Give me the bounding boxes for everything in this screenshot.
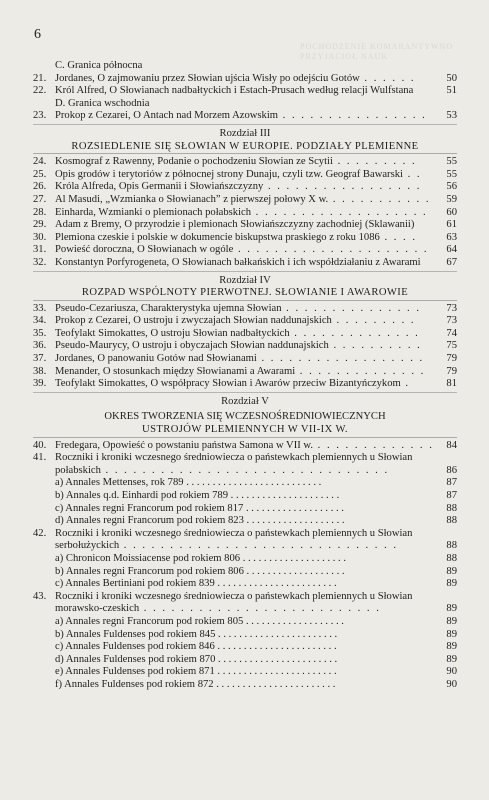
toc-subentry [33,515,457,528]
leader-dots: . . . . . . . . . . . . . . . . . . . [243,565,345,577]
subentry-text: f) Annales Fuldenses pod rokiem 872 [55,678,214,690]
leader-dots: . . . . . . . . . . . . . . . . . . . . . . . [214,578,337,590]
bleed-through-text: POCHODZENIE KOMARANTYWNO PRZYJACIOŁ NAUK [300,42,454,61]
toc-subentry [33,566,457,579]
toc-entry [33,244,457,257]
entry-title: Fredegara, Opowieść o powstaniu państwa Samona w VII w. [55,439,314,451]
entry-page: 79 [446,353,457,365]
subentry-text: b) Annales Fuldenses pod rokiem 845 [55,628,216,640]
entry-body [55,340,437,353]
subentry-page: 88 [446,515,457,527]
entry-title: Król Alfred, O Słowianach nadbałtyckich i Estach-Prusach według relacji Wulfstana [55,85,414,97]
entry-page: 88 [446,540,457,552]
toc-entry [33,110,457,123]
subentry-title [55,578,437,591]
subentry-text: c) Annales Bertiniani pod rokiem 839 [55,578,215,590]
entry-number: 26. [33,181,47,193]
entry-number: 30. [33,231,47,243]
subentry-title [55,654,437,667]
subentry-page: 87 [446,490,457,501]
subentry-title [55,629,437,642]
entry-page: 53 [446,110,457,122]
toc-subentry [33,490,457,503]
entry-number: 33. [33,302,47,314]
subentry-text: a) Chronicon Moissiacense pod rokiem 806 [55,552,241,564]
toc-entry [33,440,457,453]
entry-page: 81 [446,378,457,390]
toc-entry [33,378,457,391]
subentry-page: 88 [446,552,457,564]
entry-body [55,169,437,182]
table-of-contents [33,60,457,692]
leader-dots: . [400,378,411,390]
toc-entry [33,73,457,86]
leader-dots: . . . . . . . . . . . . . . . . . . . . . . . . . . [183,477,322,489]
entry-title: Plemiona czeskie i polskie w dokumencie biskupstwa praskiego z roku 1086 [55,231,380,243]
leader-dots: . . . . . . . . . . . . . . . . [278,110,427,122]
leader-dots: . . . . . . . . . . . . . . . . . . . . . . . [214,641,337,653]
leader-dots: . . . . . . . . . . . . . . . . . . . . . . . [215,653,338,665]
toc-entry [33,257,457,270]
entry-number: 32. [33,256,47,268]
entry-title: Powieść doroczna, O Słowianach w ogóle [55,244,234,256]
leader-dots: . . . . . . . . . . . [328,193,431,205]
entry-title: Roczniki i kroniki wczesnego średniowiecza o państewkach plemiennych u Słowian połabskich [55,452,413,476]
entry-title: Teofylakt Simokattes, O współpracy Słowian i Awarów przeciw Bizantyńczykom [55,378,401,390]
entry-number: 35. [33,327,47,339]
leader-dots: . . . . . . . . . . . . . [313,439,434,451]
toc-entry [33,315,457,328]
divider [33,271,457,272]
toc-subentry [33,553,457,566]
entry-number: 25. [33,168,47,180]
toc-entry [33,169,457,182]
entry-body [55,156,437,169]
toc-entry [33,207,457,220]
entry-number: 43. [33,590,47,602]
entry-title: Einharda, Wzmianki o plemionach połabskich [55,206,252,218]
entry-title: Kosmograf z Rawenny, Podanie o pochodzeniu Słowian ze Scytii [55,156,333,168]
entry-title: Jordanes, O panowaniu Gotów nad Słowianami [55,353,257,365]
leader-dots: . . . . . . . . . . . . . . . . . . . [251,206,428,218]
entry-body [55,110,437,123]
toc-entry [33,156,457,169]
entry-title: Al Masudi, „Wzmianka o Słowianach” z pierwszej połowy X w. [55,193,329,205]
subentry-page: 90 [446,666,457,678]
entry-page: 84 [446,439,457,451]
entry-number: 39. [33,378,47,390]
leader-dots: . . . . . . . . . . [328,340,422,352]
subentry-text: d) Annales Fuldenses pod rokiem 870 [55,653,216,665]
toc-entry [33,353,457,366]
leader-dots: . . . . . . . . . . . . . . . . . . . . [240,552,346,564]
entry-page: 89 [446,603,457,615]
subentry-page: 89 [446,578,457,590]
toc-entry [33,328,457,341]
entry-body [55,378,437,391]
subentry-text: d) Annales regni Francorum pod rokiem 823 [55,515,244,527]
entry-body [55,353,437,366]
subentry-text: b) Annales q.d. Einhardi pod rokiem 789 [55,490,229,501]
entry-page: 75 [446,340,457,352]
entry-body [55,244,437,257]
toc-subentry [33,679,457,692]
entry-title: Prokop z Cezarei, O Antach nad Morzem Azowskim [55,110,279,122]
toc-entry [33,528,457,553]
subentry-text: a) Annales Mettenses, rok 789 [55,477,184,489]
entry-body [55,315,437,328]
entry-number: 23. [33,110,47,122]
leader-dots: . . . . . . . . . . . . . . . . . . . . . . . [214,666,337,678]
entry-body [55,591,437,616]
toc-subentry [33,616,457,629]
entry-number: 28. [33,206,47,218]
toc-entry [33,181,457,194]
subentry-page: 90 [446,678,457,690]
toc-subentry [33,477,457,490]
leader-dots: . . . . . . . . . . . . . . . [281,302,421,314]
toc-subentry [33,666,457,679]
entry-title: Pseudo-Cezariusza, Charakterystyka ujemna Słowian [55,302,282,314]
entry-title: Roczniki i kroniki wczesnego średniowiecza o państewkach plemiennych u Słowian morawsko-czeskich [55,590,413,615]
divider [33,124,457,125]
entry-title: Jordanes, O zajmowaniu przez Słowian ujścia Wisły po odejściu Gotów [55,72,360,84]
entry-number: 24. [33,156,47,168]
toc-entry [33,591,457,616]
subentry-page: 88 [446,502,457,514]
leader-dots: . . . . . . . . . . . . . . . . . . . . . [233,244,429,256]
chapter-title: ROZPAD WSPÓLNOTY PIERWOTNEJ. SŁOWIANIE I AWAROWIE [33,287,457,301]
entry-number: 21. [33,72,47,84]
toc-subentry [33,641,457,654]
entry-number: 31. [33,244,47,256]
leader-dots: . . . . . . . . . . . . . . . . . . . [243,615,344,627]
subentry-title [55,503,437,516]
entry-page: 79 [446,365,457,377]
toc-entry [33,303,457,316]
subentry-text: e) Annales Fuldenses pod rokiem 871 [55,666,215,678]
leader-dots: . . . . . . . . . . . . . . . . . . . . . . . . . . . . . . . [100,464,390,476]
entry-title: Adam z Bremy, O przyrodzie i plemionach Słowiańszczyzny zachodniej (Sklawanii) [55,219,415,231]
entry-body [55,440,437,453]
entry-body [55,452,437,477]
subentry-title [55,553,437,566]
subentry-title [55,616,437,629]
entry-number: 38. [33,365,47,377]
leader-dots: . . . . . . . . . . . . . . . . . . [256,353,425,365]
toc-entry [33,340,457,353]
entry-number: 42. [33,527,47,539]
subentry-page: 89 [446,615,457,627]
toc-entry [33,194,457,207]
entry-page: 55 [446,168,457,180]
entry-body [55,232,437,245]
subsection-heading: D. Granica wschodnia [55,97,150,109]
entry-number: 41. [33,452,47,464]
entry-page: 86 [446,464,457,476]
leader-dots: . . . . . . . . . . . . . . . . . . . . . . . [215,628,338,640]
entry-body [55,303,437,316]
leader-dots: . . . . . . . . . [332,156,417,168]
entry-page: 73 [446,315,457,327]
entry-body [55,528,437,553]
entry-page: 60 [446,206,457,218]
leader-dots: . . . . . . . . . . . . . . . . . . . [243,502,344,514]
leader-dots: . . . . . . . . . . . . . . . . . [263,181,422,193]
subsection-heading: C. Granica północna [55,60,143,71]
toc-subentry [33,629,457,642]
toc-subentry [33,503,457,516]
subentry-page: 89 [446,653,457,665]
subentry-text: c) Annales Fuldenses pod rokiem 846 [55,641,215,653]
subentry-text: c) Annales regni Francorum pod rokiem 817 [55,502,244,514]
entry-body [55,328,437,341]
leader-dots: . . . . . . . . . . . . . . [295,365,426,377]
leader-dots: . . . . . . . . . . . . . . . . . . . [243,515,345,527]
entry-page: 50 [446,72,457,84]
chapter-title-line2: USTROJÓW PLEMIENNYCH W VII-IX W. [33,424,457,438]
leader-dots: . . . . . . . . . [331,315,416,327]
entry-body [55,366,437,379]
toc-entry [33,219,457,232]
entry-page: 73 [446,302,457,314]
entry-number: 22. [33,85,47,97]
toc-entry [33,85,457,98]
entry-body [55,181,437,194]
entry-page: 61 [446,219,457,231]
subentry-title [55,490,437,503]
chapter-label: Rozdział V [221,395,269,407]
chapter-label: Rozdział IV [219,274,271,286]
entry-page: 63 [446,231,457,243]
subentry-title [55,477,437,490]
leader-dots: . . . . . . . . . . . . . . . . . . . . . . . . . . [139,603,381,615]
leader-dots: . . [402,168,422,180]
entry-number: 40. [33,439,47,451]
entry-number: 34. [33,315,47,327]
subentry-text: a) Annales regni Francorum pod rokiem 805 [55,615,244,627]
entry-body [55,85,437,98]
leader-dots: . . . . . . . . . . . . . . . . . . . . . . . . . . . . . . [119,540,399,552]
entry-number: 37. [33,353,47,365]
subentry-page: 89 [446,565,457,577]
subentry-title [55,515,437,528]
leader-dots: . . . . . . . . . . . . . . [289,327,420,339]
leader-dots: . . . . . . [359,72,416,84]
entry-title: Konstantyn Porfyrogeneta, O Słowianach bałkańskich i ich współdziałaniu z Awarami [55,256,421,268]
subentry-page: 87 [446,477,457,489]
entry-title: Opis grodów i terytoriów z północnej strony Dunaju, czyli tzw. Geograf Bawarski [55,168,403,180]
entry-page: 51 [446,85,457,97]
subentry-title [55,679,437,692]
toc-subentry [33,654,457,667]
entry-page: 56 [446,181,457,193]
entry-title: Prokop z Cezarei, O ustroju i zwyczajach Słowian naddunajskich [55,315,332,327]
entry-number: 29. [33,219,47,231]
leader-dots: . . . . . . . . . . . . . . . . . . . . . . . [213,678,336,690]
toc-entry [33,452,457,477]
subentry-text: b) Annales regni Francorum pod rokiem 806 [55,565,244,577]
toc-subentry [33,578,457,591]
entry-number: 36. [33,340,47,352]
chapter-label: Rozdział III [219,127,271,139]
leader-dots: . . . . [379,231,417,243]
subentry-page: 89 [446,628,457,640]
toc-entry [33,232,457,245]
divider [33,392,457,393]
entry-title: Roczniki i kroniki wczesnego średniowiecza o państewkach plemiennych u Słowian serbołużyckich [55,527,413,552]
subentry-title [55,566,437,579]
entry-title: Króla Alfreda, Opis Germanii i Słowiańszczyzny [55,181,264,193]
chapter-title: ROZSIEDLENIE SIĘ SŁOWIAN W EUROPIE. PODZIAŁY PLEMIENNE [33,141,457,155]
entry-title: Pseudo-Maurycy, O ustroju i obyczajach Słowian naddunajskich [55,340,329,352]
page-number: 6 [34,27,41,42]
entry-body [55,194,437,207]
entry-title: Menander, O stosunkach między Słowianami a Awarami [55,365,296,377]
leader-dots: . . . . . . . . . . . . . . . . . . . . . [228,490,340,501]
entry-number: 27. [33,193,47,205]
entry-body [55,219,437,232]
chapter-title-line1: OKRES TWORZENIA SIĘ WCZESNOŚREDNIOWIECZNYCH [104,411,386,423]
entry-title: Teofylakt Simokattes, O ustroju Słowian nadbałtyckich [55,327,290,339]
entry-body [55,73,437,86]
entry-page: 64 [446,244,457,256]
entry-page: 67 [446,256,457,268]
entry-page: 55 [446,156,457,168]
entry-body [55,207,437,220]
entry-page: 74 [446,327,457,339]
toc-entry [33,366,457,379]
entry-body [55,257,437,270]
entry-page: 59 [446,193,457,205]
subentry-title [55,666,437,679]
subentry-page: 89 [446,641,457,653]
subentry-title [55,641,437,654]
